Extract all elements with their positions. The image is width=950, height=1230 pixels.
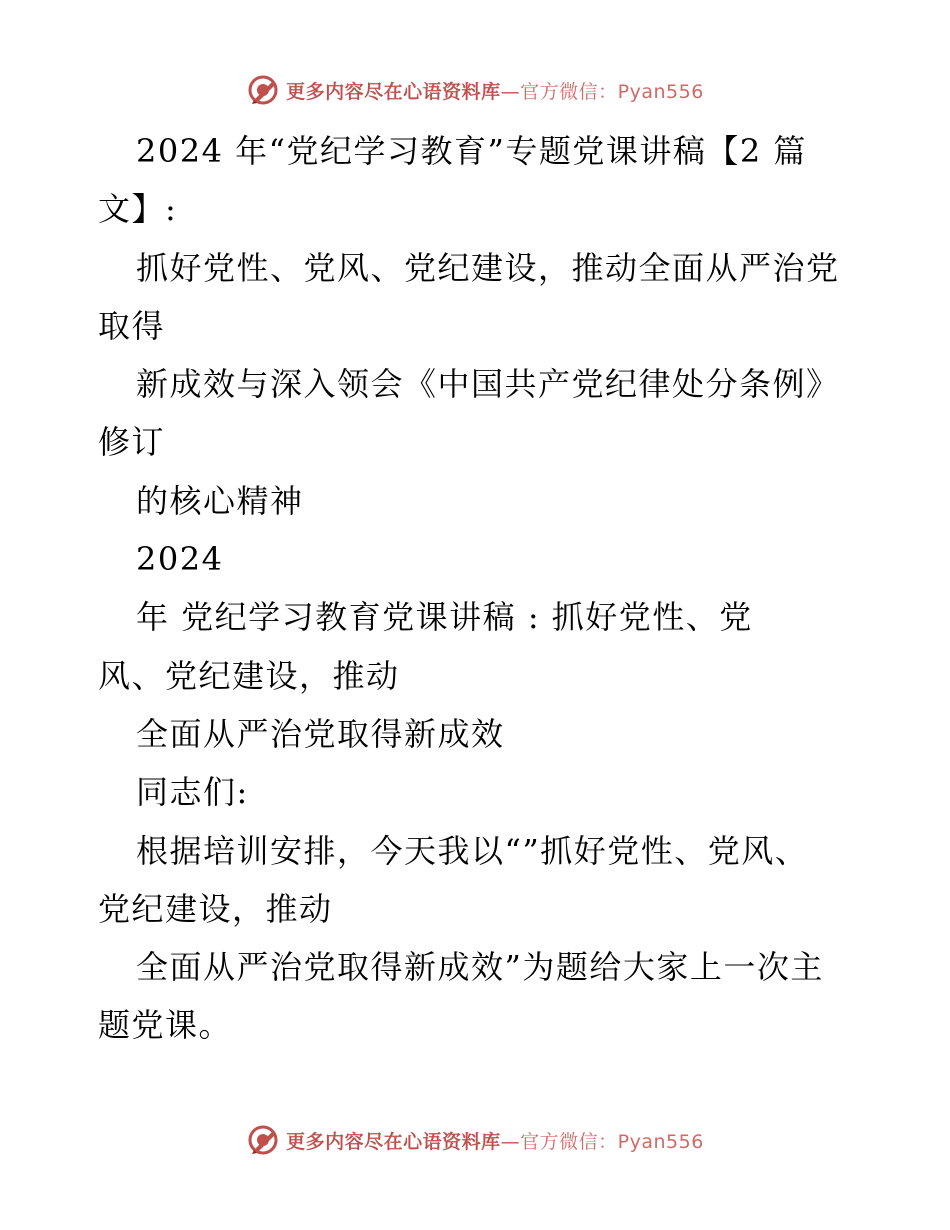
text-line: 全面从严治党取得新成效”为题给大家上一次主 xyxy=(136,948,824,987)
watermark-header xyxy=(0,70,950,110)
text-line: 抓好党性、党风、党纪建设，推动全面从严治党 xyxy=(136,248,840,287)
pen-logo-icon xyxy=(246,1123,280,1157)
document-body xyxy=(98,122,858,1055)
text-line: 根据培训安排，今天我以“”抓好党性、党风、 xyxy=(136,831,809,870)
text-line: 2024 年“党纪学习教育”专题党课讲稿【2 篇 xyxy=(136,132,807,170)
text-line: 2024 xyxy=(136,540,224,579)
text-line: 文】: xyxy=(98,190,178,229)
watermark-text: 更多内容尽在心语资料库—官方微信：Pyan556 xyxy=(286,80,704,103)
text-line: 年 党纪学习教育党课讲稿 : 抓好党性、党 xyxy=(136,598,753,637)
pen-logo-icon xyxy=(246,73,280,107)
text-line: 的核心精神 xyxy=(136,481,304,520)
text-line: 修订 xyxy=(98,423,166,462)
text-line: 全面从严治党取得新成效 xyxy=(136,714,505,753)
watermark-footer xyxy=(0,1120,950,1160)
text-line: 题党课。 xyxy=(98,1006,233,1045)
watermark-text: 更多内容尽在心语资料库—官方微信：Pyan556 xyxy=(286,1130,704,1153)
text-line: 党纪建设，推动 xyxy=(98,889,333,928)
text-line: 新成效与深入领会《中国共产党纪律处分条例》 xyxy=(136,365,840,404)
text-line: 同志们: xyxy=(136,773,249,812)
text-line: 风、党纪建设，推动 xyxy=(98,656,400,695)
text-line: 取得 xyxy=(98,306,166,345)
